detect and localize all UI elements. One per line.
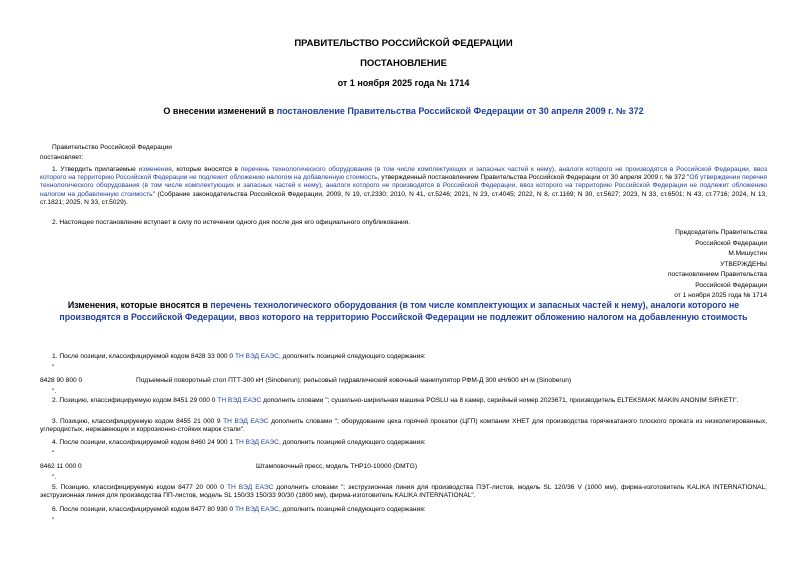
quote-open-2: " xyxy=(52,450,55,457)
signature-block xyxy=(668,228,767,302)
government-title: ПРАВИТЕЛЬСТВО РОССИЙСКОЙ ФЕДЕРАЦИИ xyxy=(294,38,513,49)
document-date-number: от 1 ноября 2025 года № 1714 xyxy=(337,78,470,88)
quote-close-2: ". xyxy=(52,474,57,481)
p1-text-b: , которые вносятся в xyxy=(171,166,241,173)
document-type: ПОСТАНОВЛЕНИЕ xyxy=(360,58,447,69)
item-6-text-b: , дополнить позицией следующего содержания: xyxy=(278,506,426,513)
document-subject xyxy=(0,106,807,116)
quote-open-1: " xyxy=(52,364,55,371)
issuer: Правительство Российской Федерации xyxy=(52,144,172,151)
annex-title xyxy=(40,300,767,323)
item-2 xyxy=(40,397,767,405)
item-2-text-b: дополнить словами "; сушильно-ширильная машина POSLU на 8 камер, серийный номер 2023671, производитель ELTEKSMAK MAKIN ANONIM SIRKETI". xyxy=(261,397,739,404)
item-2-tnved-link[interactable]: ТН ВЭД ЕАЭС xyxy=(217,397,262,404)
signature-position: Председатель Правительства xyxy=(675,229,767,236)
approved-date: от 1 ноября 2025 года № 1714 xyxy=(674,292,767,299)
item-5-text-b: дополнить словами "; экструзионная линия для производства ПЭТ-листов, модель SL 120/36 V (1000 мм), фирма-изготовитель KALIKA INTERNATIONAL; экструзионная линия для производства ПП-листов, модель SL 150/33 150/33 90/30 (1800 мм), фирма-изготовитель KALIKA INTERNATIONAL". xyxy=(40,484,767,500)
signature-position-2: Российской Федерации xyxy=(695,239,767,247)
subject-prefix: О внесении изменений в xyxy=(163,106,277,116)
decides: постановляет: xyxy=(40,154,84,161)
item-4 xyxy=(40,439,767,447)
p1-text-d: " (Собрание законодательства Российской Федерации, 2009, N 19, ст.2330; 2010, N 41, ст.5246; 2021, N 23, ст.4045; 2022, N 8, ст.1169; N 30, ст.5627; 2023, N 33, ст.6501; N 43, ст.7716; 2024, N 13, ст.1821; 2025, N 33, ст.5029). xyxy=(40,190,767,206)
item-1-tnved-link[interactable]: ТН ВЭД ЕАЭС xyxy=(234,353,279,360)
paragraph-1 xyxy=(40,166,767,207)
item-5 xyxy=(40,484,767,500)
row-2-description: Штамповочный пресс, модель THP10-10000 (DMTG) xyxy=(256,463,418,470)
item-2-text-a: 2. Позицию, классифицируемую кодом 8451 29 000 0 xyxy=(52,397,218,404)
item-3-text-a: 3. Позицию, классифицируемую кодом 8455 21 000 9 xyxy=(52,418,224,425)
item-5-text-a: 5. Позицию, классифицируемую кодом 8477 20 000 0 xyxy=(52,484,227,491)
approved-by-2: Российской Федерации xyxy=(695,281,767,289)
row-2-code: 8462 11 000 0 xyxy=(40,463,82,470)
p1-link-changes[interactable]: изменения xyxy=(138,166,172,173)
item-1-text-a: 1. После позиции, классифицируемой кодом 8428 33 000 0 xyxy=(52,353,235,360)
item-3 xyxy=(40,418,767,434)
item-4-text-a: 4. После позиции, классифицируемой кодом 8460 24 900 1 xyxy=(52,439,235,446)
row-1-description: Подъемный поворотный стол ПТТ-300 кН (Sinoberun); рельсовый гидравлический ковочный манипулятор РФМ-Д 300 кН/600 кН·м (Sinoberun) xyxy=(136,377,572,384)
p1-link-list[interactable]: перечень технологического оборудования (в том числе комплектующих и запасных частей к нему), аналоги которого не производятся в Российской Федерации, ввоз которого на территорию Российской Федерации не подлежит обложению налогом на добавленную стоимость xyxy=(40,166,767,182)
approved-label: УТВЕРЖДЕНЫ xyxy=(720,260,767,268)
item-3-tnved-link[interactable]: ТН ВЭД ЕАЭС xyxy=(223,418,269,425)
p1-text-c: , утвержденный постановлением Правительства Российской Федерации от 30 апреля 2009 г. № 372 " xyxy=(377,174,690,182)
p1-link-resolution[interactable]: Об утверждении перечня технологического оборудования (в том числе комплектующих и запасных частей к нему), аналоги которого не производятся в Российской Федерации, ввоз которого на территорию Российской Федерации не подлежит обложению налогом на добавленную стоимость xyxy=(40,174,767,198)
item-6-text-a: 6. После позиции, классифицируемой кодом 8477 80 930 0 xyxy=(52,506,235,513)
paragraph-2: 2. Настоящее постановление вступает в силу по истечении одного дня после дня его официального опубликования. xyxy=(52,219,411,226)
subject-link[interactable]: постановление Правительства Российской Федерации от 30 апреля 2009 г. № 372 xyxy=(276,106,644,116)
item-4-tnved-link[interactable]: ТН ВЭД ЕАЭС xyxy=(234,439,279,446)
item-6 xyxy=(40,506,767,514)
approved-by: постановлением Правительства xyxy=(667,271,767,278)
item-1-text-b: , дополнить позицией следующего содержания: xyxy=(278,353,426,360)
item-3-text-b: дополнить словами "; оборудование цеха горячей прокатки (ЦГП) компании XHET для производства горячекатаного плоского проката из низколегированных, углеродистых, нержавеющих и коррозионно-стойких марок стали". xyxy=(40,418,767,434)
item-4-text-b: , дополнить позицией следующего содержания: xyxy=(278,439,426,446)
item-5-tnved-link[interactable]: ТН ВЭД ЕАЭС xyxy=(226,484,274,491)
item-6-tnved-link[interactable]: ТН ВЭД ЕАЭС xyxy=(234,506,279,513)
row-1-code: 8428 90 800 0 xyxy=(40,377,83,384)
p1-text-a: 1. Утвердить прилагаемые xyxy=(52,166,139,173)
quote-open-3: " xyxy=(52,517,55,524)
annex-title-prefix: Изменения, которые вносятся в xyxy=(67,300,211,310)
annex-title-link[interactable]: перечень технологического оборудования (в том числе комплектующих и запасных частей к нему), аналоги которого не производятся в Российской Федерации, ввоз которого на территорию Российской Федерации не подлежит обложению налогом на добавленную стоимость xyxy=(59,300,748,322)
quote-close-1: ". xyxy=(52,388,57,395)
signature-name: М.Мишустин xyxy=(728,250,767,257)
item-1 xyxy=(40,353,767,361)
